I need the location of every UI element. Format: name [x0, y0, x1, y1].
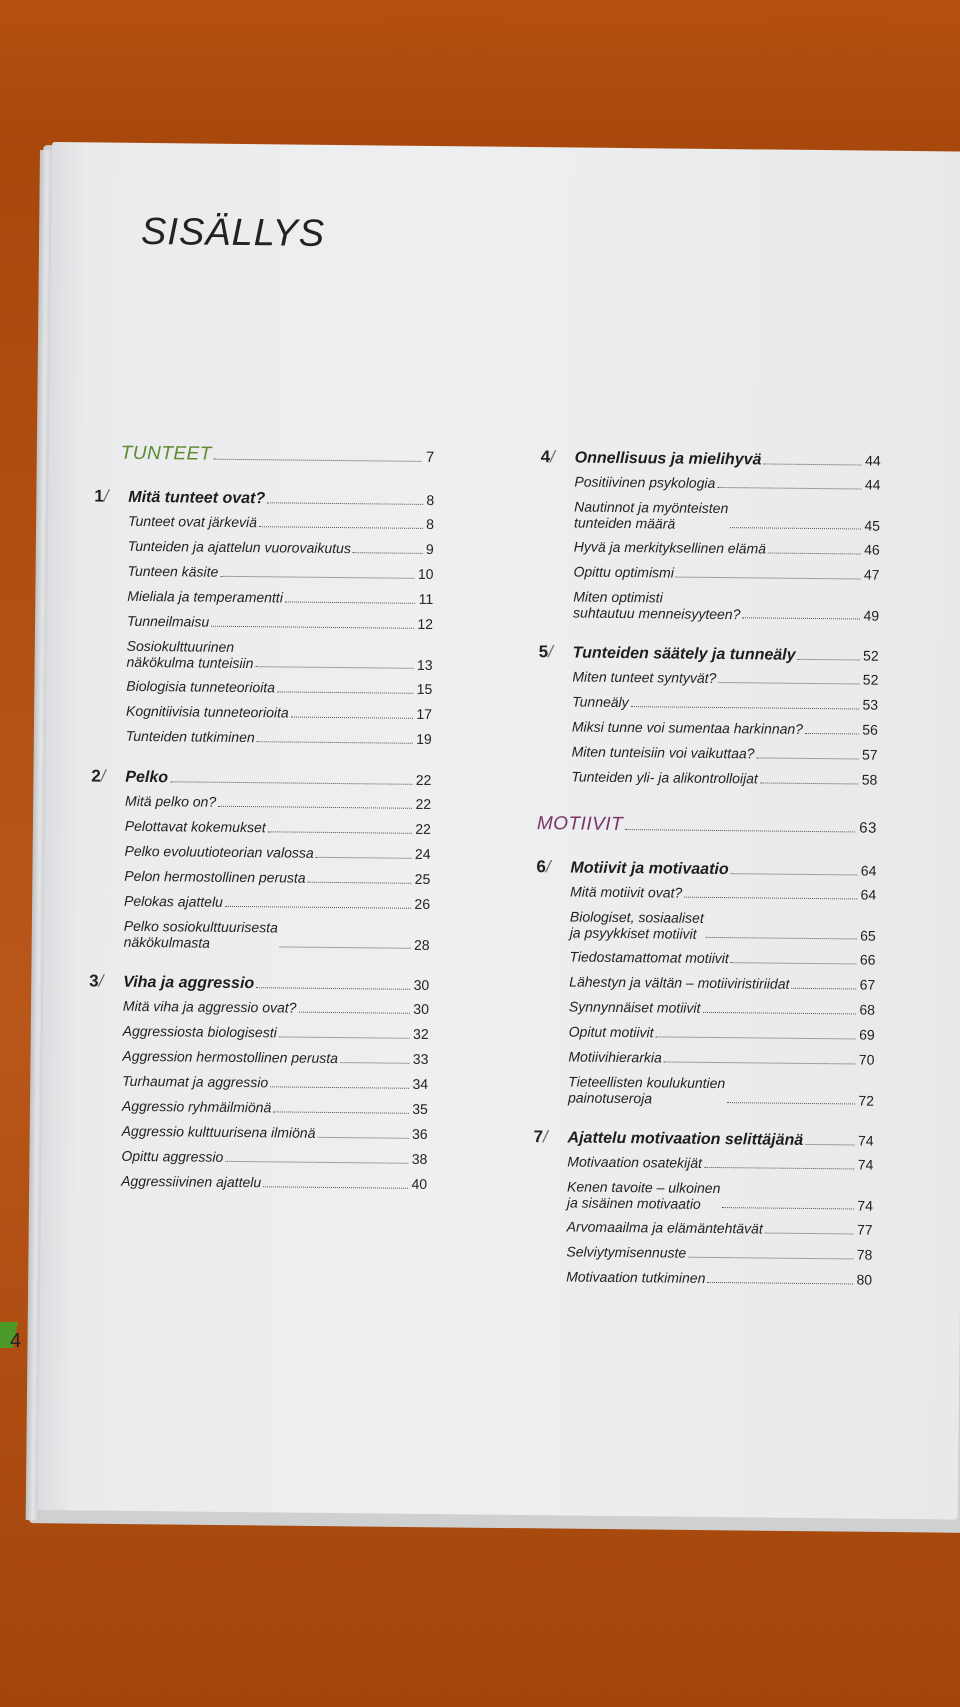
entry-title: Mitä pelko on? [125, 792, 217, 810]
entry-title: Mieliala ja temperamentti [127, 587, 283, 606]
part-page: 63 [859, 819, 877, 837]
entry-title: Mitä viha ja aggressio ovat? [122, 997, 297, 1016]
toc-entry[interactable] [126, 728, 432, 748]
toc-entry[interactable] [123, 998, 429, 1018]
right-chapter-list-a [537, 447, 881, 789]
leader-dots [257, 741, 413, 744]
leader-dots [655, 1036, 856, 1039]
chapter-page: 64 [860, 862, 877, 879]
entry-title: Miten optimisti suhtautuu menneisyyteen? [573, 588, 741, 623]
leader-dots [268, 831, 413, 834]
entry-title: Motiivihierarkia [568, 1048, 662, 1066]
leader-dots [717, 487, 862, 490]
entry-title: Tunteiden ja ajattelun vuorovaikutus [127, 537, 351, 557]
entry-page: 66 [859, 951, 876, 968]
toc-entry[interactable] [127, 563, 433, 583]
leader-dots [308, 882, 412, 884]
chapter-items [87, 997, 429, 1193]
entry-title: Tieteellisten koulukuntien painotuseroja [567, 1073, 726, 1107]
entry-page: 36 [411, 1125, 428, 1142]
chapter-heading[interactable] [89, 971, 429, 995]
toc-entry[interactable] [573, 588, 879, 623]
toc-entry[interactable] [126, 638, 432, 673]
entry-title: Aggressio ryhmäilmiönä [121, 1097, 272, 1116]
toc-entry[interactable] [572, 668, 878, 688]
toc-entry[interactable] [572, 718, 878, 738]
leader-dots [718, 682, 859, 684]
leader-dots [742, 617, 860, 619]
entry-page: 72 [858, 1092, 875, 1109]
entry-page: 58 [861, 771, 878, 788]
chapter-heading[interactable] [94, 486, 434, 510]
entry-title: Motivaation osatekijät [567, 1153, 703, 1171]
toc-chapter [534, 857, 877, 1109]
toc-entry[interactable] [128, 513, 434, 533]
entry-title: Biologisia tunneteorioita [126, 677, 276, 696]
toc-entry[interactable] [122, 1073, 428, 1093]
toc-entry[interactable] [568, 1073, 874, 1108]
entry-title: Selviytymisennuste [566, 1243, 687, 1261]
leader-dots [805, 1144, 855, 1146]
leader-dots [765, 1233, 854, 1235]
toc-chapter [92, 486, 435, 748]
entry-page: 19 [416, 730, 432, 748]
chapter-page: 44 [865, 452, 881, 469]
leader-dots [225, 1161, 408, 1164]
entry-title: Synnynnäiset motiivit [568, 998, 701, 1016]
entry-page: 22 [415, 795, 432, 813]
entry-title: Positiivinen psykologia [574, 473, 716, 491]
leader-dots [291, 717, 414, 719]
leader-dots [706, 937, 858, 940]
entry-page: 25 [414, 870, 431, 888]
toc-chapter [539, 447, 881, 624]
toc-entry[interactable] [126, 703, 432, 723]
entry-title: Pelko evoluutioteorian valossa [124, 842, 314, 861]
entry-title: Pelko sosiokulttuurisesta näkökulmasta [123, 917, 278, 951]
leader-dots [722, 1207, 854, 1209]
chapter-title: Viha ja aggressio [123, 973, 255, 993]
chapter-number: 2/ [91, 766, 106, 786]
chapter-items [534, 883, 876, 1109]
leader-dots [317, 1137, 409, 1139]
right-chapter-list-b [532, 857, 876, 1289]
toc-entry[interactable] [125, 818, 431, 838]
leader-dots [707, 1282, 853, 1285]
entry-title: Opittu optimismi [573, 563, 674, 581]
leader-dots [727, 1102, 855, 1104]
toc-entry[interactable] [122, 1048, 428, 1068]
entry-title: Nautinnot ja myönteisten tunteiden määrä [573, 498, 729, 532]
leader-dots [760, 782, 859, 784]
entry-title: Miten tunteet syntyvät? [572, 668, 717, 686]
leader-dots [277, 691, 414, 693]
toc-entry[interactable] [569, 1023, 875, 1043]
entry-title: Aggression hermostollinen perusta [122, 1047, 339, 1067]
page-number: 4 [10, 1330, 22, 1352]
toc-entry[interactable] [571, 768, 877, 788]
leader-dots [170, 781, 413, 785]
entry-title: Tunneilmaisu [126, 612, 210, 630]
leader-dots [263, 1186, 408, 1189]
chapter-heading[interactable] [539, 642, 879, 666]
toc-entry[interactable] [124, 893, 430, 913]
chapter-heading[interactable] [541, 447, 881, 471]
entry-page: 68 [859, 1001, 876, 1018]
entry-title: Miksi tunne voi sumentaa harkinnan? [571, 718, 804, 737]
toc-chapter [87, 971, 429, 1193]
leader-dots [631, 706, 860, 709]
entry-page: 33 [412, 1050, 429, 1067]
toc-entry[interactable] [124, 918, 430, 953]
entry-page: 10 [417, 565, 434, 583]
toc-entry[interactable] [574, 473, 880, 493]
entry-page: 24 [414, 845, 431, 863]
entry-page: 28 [413, 936, 430, 953]
chapter-items [537, 668, 878, 789]
leader-dots [259, 526, 423, 529]
chapter-page: 22 [415, 771, 432, 789]
entry-title: Pelokas ajattelu [123, 892, 223, 910]
leader-dots [298, 1012, 410, 1014]
toc-entry[interactable] [573, 563, 879, 583]
leader-dots [730, 527, 861, 529]
entry-page: 69 [859, 1026, 875, 1043]
chapter-number: 5/ [538, 642, 553, 662]
toc-entry[interactable] [569, 948, 875, 968]
chapter-items [532, 1153, 873, 1289]
entry-page: 78 [856, 1246, 873, 1263]
leader-dots [353, 552, 423, 554]
toc-chapter [537, 642, 878, 789]
leader-dots [676, 577, 861, 580]
chapter-items [90, 792, 432, 953]
entry-title: Motivaation tutkiminen [566, 1268, 706, 1286]
entry-title: Kognitiivisia tunneteorioita [125, 702, 289, 721]
entry-page: 13 [416, 656, 433, 674]
chapter-items [92, 512, 434, 748]
entry-page: 70 [858, 1051, 875, 1068]
entry-title: Aggressio kulttuurisena ilmiönä [121, 1122, 316, 1141]
chapter-number: 3/ [89, 971, 104, 991]
leader-dots [664, 1061, 856, 1064]
leader-dots [340, 1062, 410, 1064]
entry-title: Tunteen käsite [127, 562, 219, 580]
toc-entry[interactable] [569, 973, 875, 993]
entry-page: 32 [413, 1025, 429, 1042]
book-page [38, 142, 960, 1520]
leader-dots [791, 988, 856, 990]
toc-entry[interactable] [566, 1243, 872, 1263]
entry-page: 44 [864, 476, 881, 493]
part-label: TUNTEET [120, 442, 212, 465]
chapter-items [539, 473, 881, 624]
leader-dots [280, 946, 411, 948]
toc-entry[interactable] [127, 613, 433, 633]
leader-dots [704, 1167, 855, 1170]
leader-dots [684, 897, 857, 900]
entry-title: Tunteiden tutkiminen [125, 727, 255, 746]
entry-title: Tunteet ovat järkeviä [127, 512, 258, 531]
toc-entry[interactable] [570, 908, 876, 943]
entry-page: 65 [860, 927, 876, 944]
part-page: 7 [425, 448, 435, 467]
toc-entry[interactable] [570, 883, 876, 903]
toc-entry[interactable] [126, 678, 432, 698]
entry-title: Miten tunteisiin voi vaikuttaa? [571, 743, 755, 762]
entry-page: 38 [411, 1150, 428, 1167]
entry-title: Opittu aggressio [121, 1147, 224, 1165]
entry-page: 49 [863, 607, 880, 624]
entry-title: Mitä motiivit ovat? [570, 883, 683, 901]
toc-entry[interactable] [572, 693, 878, 713]
leader-dots [798, 659, 861, 661]
chapter-title: Pelko [125, 768, 169, 787]
entry-page: 35 [412, 1100, 428, 1117]
chapter-page: 30 [413, 976, 430, 993]
leader-dots [270, 1086, 409, 1088]
entry-page: 22 [415, 820, 431, 838]
chapter-page: 8 [426, 491, 435, 509]
chapter-page: 74 [857, 1132, 874, 1149]
toc-entry[interactable] [572, 743, 878, 763]
entry-title: Arvomaailma ja elämäntehtävät [566, 1218, 763, 1237]
entry-title: Lähestyn ja vältän – motiiviristiriidat [569, 973, 790, 992]
leader-dots [763, 463, 862, 465]
entry-page: 15 [416, 680, 433, 698]
entry-page: 74 [857, 1156, 874, 1173]
toc-entry[interactable] [574, 498, 880, 533]
entry-page: 74 [857, 1197, 873, 1214]
toc-entry[interactable] [569, 998, 875, 1018]
entry-title: Kenen tavoite – ulkoinen ja sisäinen motivaatio [566, 1178, 721, 1212]
entry-title: Biologiset, sosiaaliset ja psyykkiset motiivit [569, 908, 704, 942]
leader-dots [255, 666, 414, 669]
entry-page: 45 [864, 517, 881, 534]
chapter-number: 7/ [533, 1127, 548, 1147]
entry-title: Pelon hermostollinen perusta [124, 867, 306, 886]
leader-dots [285, 601, 416, 603]
leader-dots [225, 906, 412, 909]
leader-dots [625, 829, 855, 832]
toc-entry[interactable] [121, 1148, 427, 1168]
toc-entry[interactable] [127, 588, 433, 608]
entry-title: Hyvä ja merkityksellinen elämä [573, 538, 767, 557]
entry-page: 52 [862, 671, 879, 688]
chapter-number: 6/ [536, 857, 551, 877]
entry-title: Opitut motiivit [568, 1023, 654, 1041]
leader-dots [731, 873, 858, 875]
entry-page: 9 [425, 540, 434, 558]
entry-page: 80 [856, 1271, 873, 1288]
leader-dots [768, 553, 861, 555]
left-chapter-list [87, 486, 434, 1193]
leader-dots [220, 576, 415, 579]
entry-title: Aggressiivinen ajattelu [121, 1172, 262, 1191]
entry-page: 57 [861, 746, 878, 763]
part-heading-tunteet [121, 443, 435, 468]
entry-page: 8 [426, 515, 435, 533]
entry-title: Aggressiosta biologisesti [122, 1022, 277, 1041]
entry-page: 67 [859, 976, 876, 993]
entry-page: 26 [414, 895, 431, 913]
chapter-title: Motiivit ja motivaatio [570, 859, 729, 879]
toc-entry[interactable] [574, 538, 880, 558]
toc-entry[interactable] [121, 1173, 427, 1193]
part-label: MOTIIVIT [536, 813, 624, 836]
chapter-page: 52 [863, 647, 879, 664]
chapter-number: 4/ [540, 447, 556, 467]
page-title: SISÄLLYS [140, 210, 326, 255]
entry-title: Turhaumat ja aggressio [122, 1072, 269, 1091]
leader-dots [756, 757, 859, 759]
part-heading-motiivit [537, 813, 877, 839]
chapter-heading[interactable] [536, 857, 876, 881]
toc-entry[interactable] [567, 1178, 873, 1213]
chapter-title: Tunteiden säätely ja tunneäly [572, 644, 796, 664]
entry-page: 34 [412, 1075, 429, 1092]
leader-dots [267, 502, 423, 505]
toc-entry[interactable] [567, 1153, 873, 1173]
chapter-heading[interactable] [91, 766, 431, 790]
entry-page: 11 [418, 590, 434, 608]
toc-entry[interactable] [125, 793, 431, 813]
entry-page: 12 [417, 615, 434, 633]
toc-right-column [532, 447, 881, 1311]
leader-dots [214, 459, 422, 462]
entry-page: 47 [863, 566, 880, 583]
entry-page: 53 [862, 696, 879, 713]
leader-dots [273, 1111, 409, 1113]
leader-dots [256, 987, 410, 990]
leader-dots [702, 1012, 856, 1015]
chapter-title: Ajattelu motivaation selittäjänä [567, 1129, 804, 1149]
toc-left-column [87, 442, 435, 1215]
chapter-heading[interactable] [534, 1127, 874, 1151]
toc-entry[interactable] [568, 1048, 874, 1068]
leader-dots [279, 1036, 410, 1038]
entry-page: 77 [856, 1221, 873, 1238]
entry-title: Tunteiden yli- ja alikontrolloijat [571, 768, 758, 787]
leader-dots [211, 626, 414, 629]
entry-title: Tunneäly [572, 693, 629, 711]
entry-page: 17 [416, 705, 433, 723]
toc-entry[interactable] [122, 1123, 428, 1143]
toc-chapter [90, 766, 432, 953]
entry-page: 46 [864, 541, 880, 558]
chapter-title: Onnellisuus ja mielihyvä [574, 449, 762, 469]
entry-title: Tiedostamattomat motiivit [569, 948, 729, 967]
leader-dots [316, 857, 412, 859]
leader-dots [731, 962, 857, 964]
entry-title: Sosiokulttuurinen näkökulma tunteisiin [126, 637, 254, 672]
toc-entry[interactable] [123, 1023, 429, 1043]
entry-page: 56 [862, 721, 878, 738]
leader-dots [805, 733, 859, 735]
toc-chapter [532, 1127, 874, 1289]
toc-entry[interactable] [128, 538, 434, 558]
entry-page: 64 [860, 886, 877, 903]
entry-page: 40 [411, 1175, 428, 1192]
chapter-number: 1/ [94, 486, 109, 506]
toc-entry[interactable] [566, 1268, 872, 1288]
toc-entry[interactable] [124, 843, 430, 863]
entry-title: Pelottavat kokemukset [124, 817, 266, 836]
toc-entry[interactable] [122, 1098, 428, 1118]
leader-dots [688, 1257, 854, 1260]
toc-entry[interactable] [124, 868, 430, 888]
leader-dots [218, 806, 412, 809]
toc-entry[interactable] [567, 1218, 873, 1238]
chapter-title: Mitä tunteet ovat? [128, 488, 266, 508]
entry-page: 30 [413, 1000, 430, 1017]
